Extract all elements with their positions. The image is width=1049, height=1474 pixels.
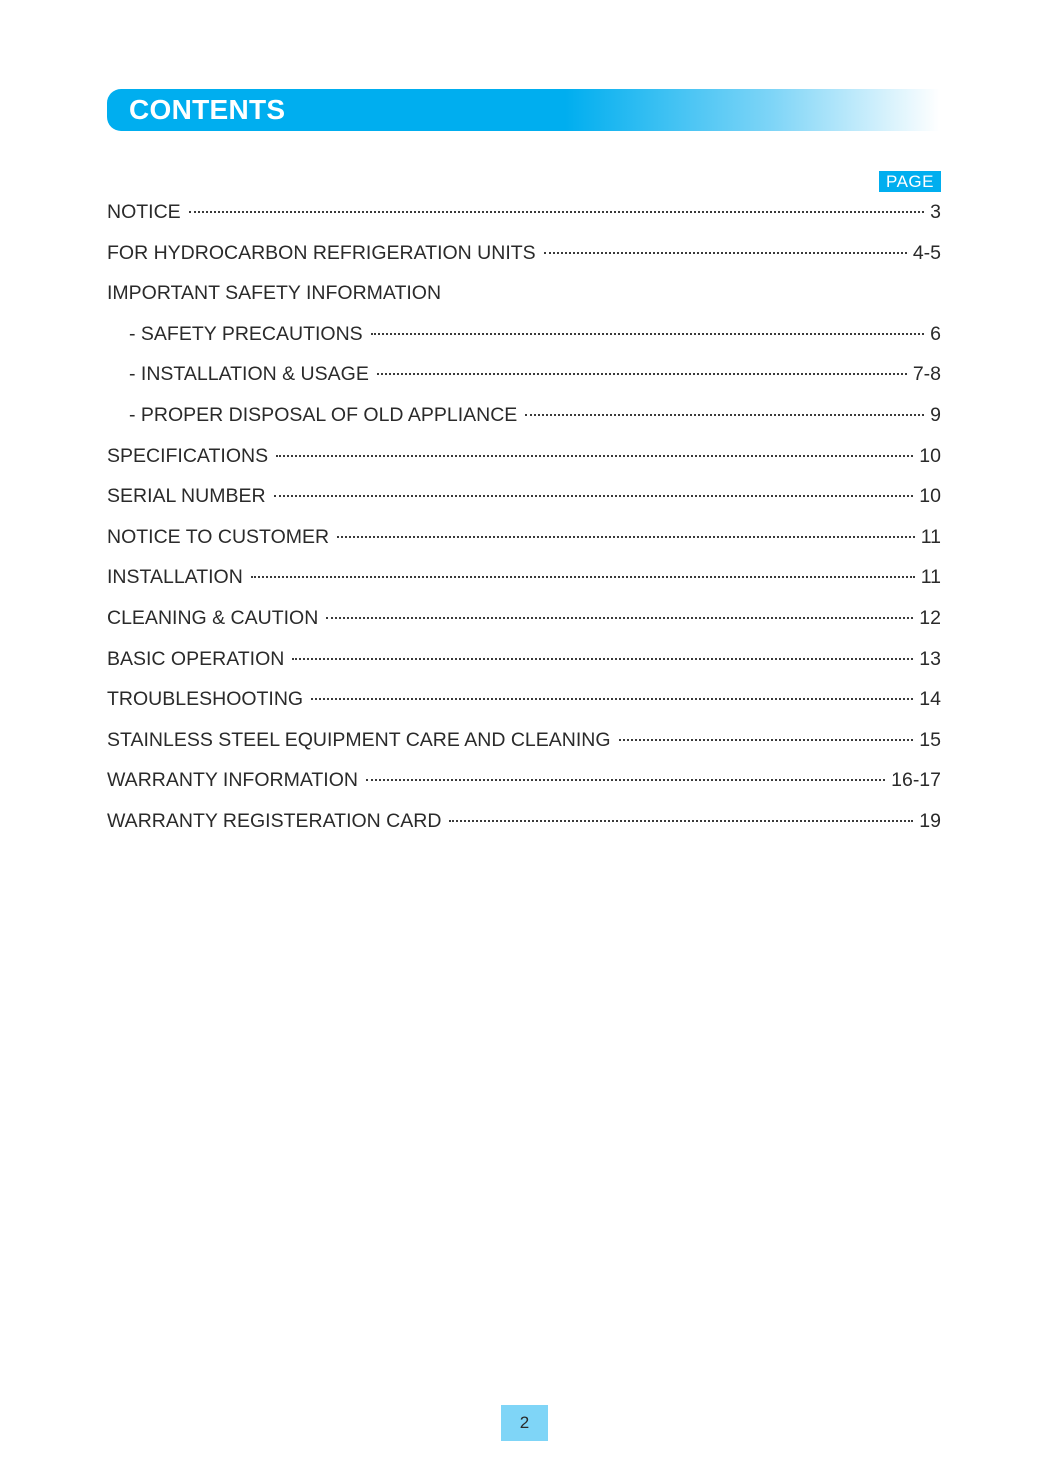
toc-entry-page: 11 [920,566,941,589]
toc-entry-page: 11 [920,525,941,548]
toc-entry-title: NOTICE [107,201,181,223]
toc-entry-notice[interactable] [107,192,941,233]
contents-header-bar [107,89,940,131]
toc-entry-safety-precautions[interactable] [107,314,941,355]
toc-entry-title: STAINLESS STEEL EQUIPMENT CARE AND CLEANING [107,728,611,751]
toc-dot-leader [311,698,913,700]
toc-entry-page: 12 [919,606,941,629]
page-column-label: PAGE [879,171,941,192]
toc-entry-proper-disposal[interactable] [107,395,941,436]
toc-entry-page: 7-8 [912,363,941,386]
toc-entry-title: - PROPER DISPOSAL OF OLD APPLIANCE [129,403,518,426]
toc-entry-page: 6 [930,322,941,345]
toc-dot-leader [377,373,907,375]
toc-entry-title: CLEANING & CAUTION [107,606,319,629]
toc-entry-title: NOTICE TO CUSTOMER [107,525,330,548]
toc-dot-leader [251,576,915,578]
toc-dot-leader [326,617,913,619]
footer-page-number: 2 [501,1405,548,1441]
toc-dot-leader [189,211,924,213]
toc-entry-page: 15 [919,728,941,751]
toc-entry-title: BASIC OPERATION [107,647,285,670]
toc-entry-title: - INSTALLATION & USAGE [129,363,369,386]
toc-entry-page: 13 [919,647,941,670]
toc-entry-hydrocarbon-refrigeration-units[interactable] [107,233,941,274]
toc-entry-page: 10 [919,485,941,508]
toc-entry-page: 19 [919,809,941,832]
toc-dot-leader [449,820,913,822]
toc-entry-title: SERIAL NUMBER [107,485,266,508]
toc-entry-title: WARRANTY INFORMATION [107,769,358,792]
toc-entry-warranty-registration-card[interactable] [107,801,941,842]
toc-entry-page: 3 [930,201,941,223]
toc-entry-page: 14 [919,688,941,711]
toc-entry-page: 9 [930,403,941,426]
toc-entry-basic-operation[interactable] [107,639,941,680]
toc-entry-title: TROUBLESHOOTING [107,688,304,711]
toc-entry-serial-number[interactable] [107,476,941,517]
toc-entry-troubleshooting[interactable] [107,679,941,720]
toc-entry-title: IMPORTANT SAFETY INFORMATION [107,282,442,305]
toc-entry-warranty-information[interactable] [107,760,941,801]
toc-entry-title: INSTALLATION [107,566,243,589]
toc-dot-leader [276,455,913,457]
toc-entry-important-safety-information[interactable] [107,273,941,314]
toc-entry-notice-to-customer[interactable] [107,517,941,558]
toc-entry-title: FOR HYDROCARBON REFRIGERATION UNITS [107,241,536,264]
table-of-contents [107,192,941,842]
toc-dot-leader [525,414,924,416]
toc-dot-leader [619,739,914,741]
toc-dot-leader [292,658,913,660]
toc-entry-page: 16-17 [891,769,941,792]
toc-entry-installation[interactable] [107,557,941,598]
toc-entry-stainless-steel-care[interactable] [107,720,941,761]
toc-entry-cleaning-caution[interactable] [107,598,941,639]
toc-entry-title: WARRANTY REGISTERATION CARD [107,809,442,832]
page-title: CONTENTS [129,94,286,125]
toc-entry-page: 4-5 [912,241,941,264]
toc-dot-leader [544,252,907,254]
toc-dot-leader [274,495,914,497]
toc-entry-title: SPECIFICATIONS [107,444,269,467]
toc-entry-installation-usage[interactable] [107,354,941,395]
toc-dot-leader [371,333,924,335]
toc-dot-leader [337,536,915,538]
toc-entry-page: 10 [919,444,941,467]
toc-entry-specifications[interactable] [107,436,941,477]
toc-entry-title: - SAFETY PRECAUTIONS [129,322,363,345]
toc-dot-leader [366,779,885,781]
